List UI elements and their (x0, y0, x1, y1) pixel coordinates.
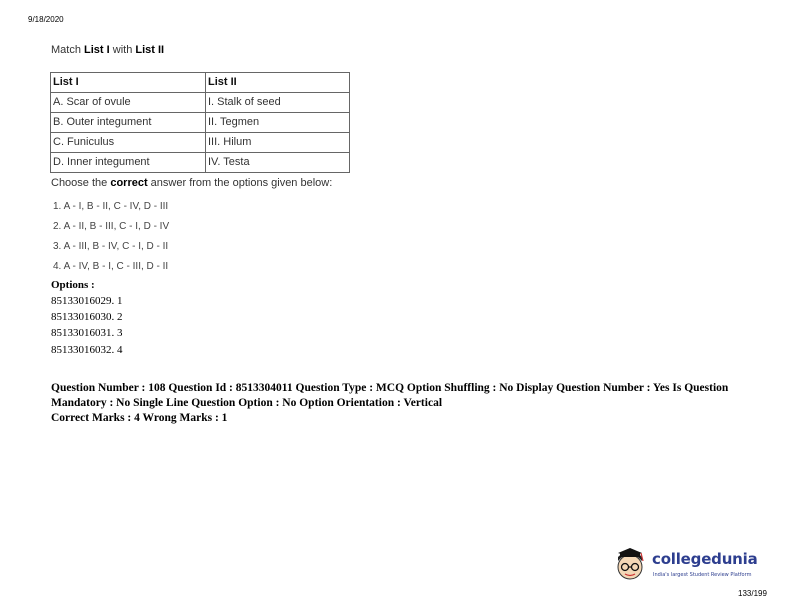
table-cell: I. Stalk of seed (206, 93, 350, 113)
list-item: 3. A - III, B - IV, C - I, D - II (53, 241, 169, 252)
metadata-marks: Correct Marks : 4 Wrong Marks : 1 (51, 412, 228, 424)
question-prompt (51, 44, 164, 56)
mascot-logo-icon (614, 545, 654, 585)
choose-suffix: answer from the options given below: (147, 177, 333, 189)
column-header-list1: List I (51, 73, 206, 93)
table-cell: II. Tegmen (206, 113, 350, 133)
table-cell: B. Outer integument (51, 113, 206, 133)
option-item: 85133016032. 4 (51, 344, 123, 356)
brand-name: collegedunia (652, 550, 758, 568)
metadata-line: Question Number : 108 Question Id : 8513304011 Question Type : MCQ Option Shuffling : No Display Question Number : Yes Is Question Mandatory : No Single Line Question Option : No Option Orientation : Vertical (51, 382, 729, 409)
option-item: 85133016030. 2 (51, 311, 123, 323)
column-header-list2: List II (206, 73, 350, 93)
choose-bold: correct (110, 177, 148, 189)
table-row (51, 133, 350, 153)
list-item: 4. A - IV, B - I, C - III, D - II (53, 261, 169, 272)
table-cell: D. Inner integument (51, 153, 206, 173)
table-cell: A. Scar of ovule (51, 93, 206, 113)
prompt-mid: with (109, 44, 136, 56)
option-item: 85133016029. 1 (51, 295, 123, 307)
brand-tagline: India's largest Student Review Platform (653, 572, 752, 578)
options-title: Options : (51, 279, 95, 291)
table-row (51, 113, 350, 133)
match-table (50, 72, 350, 173)
table-cell: C. Funiculus (51, 133, 206, 153)
table-cell: IV. Testa (206, 153, 350, 173)
table-header-row (51, 73, 350, 93)
list-item: 2. A - II, B - III, C - I, D - IV (53, 221, 170, 232)
choose-prefix: Choose the (51, 177, 111, 189)
table-row (51, 93, 350, 113)
answer-list (53, 200, 169, 280)
table-cell: III. Hilum (206, 133, 350, 153)
choose-instruction (51, 177, 332, 189)
option-item: 85133016031. 3 (51, 327, 123, 339)
table-row (51, 153, 350, 173)
print-date: 9/18/2020 (28, 15, 64, 24)
prompt-prefix: Match (51, 44, 85, 56)
list-item: 1. A - I, B - II, C - IV, D - III (53, 201, 169, 212)
prompt-list2: List II (135, 44, 165, 56)
question-metadata (51, 381, 751, 426)
prompt-list1: List I (84, 44, 110, 56)
page-number: 133/199 (738, 589, 767, 598)
